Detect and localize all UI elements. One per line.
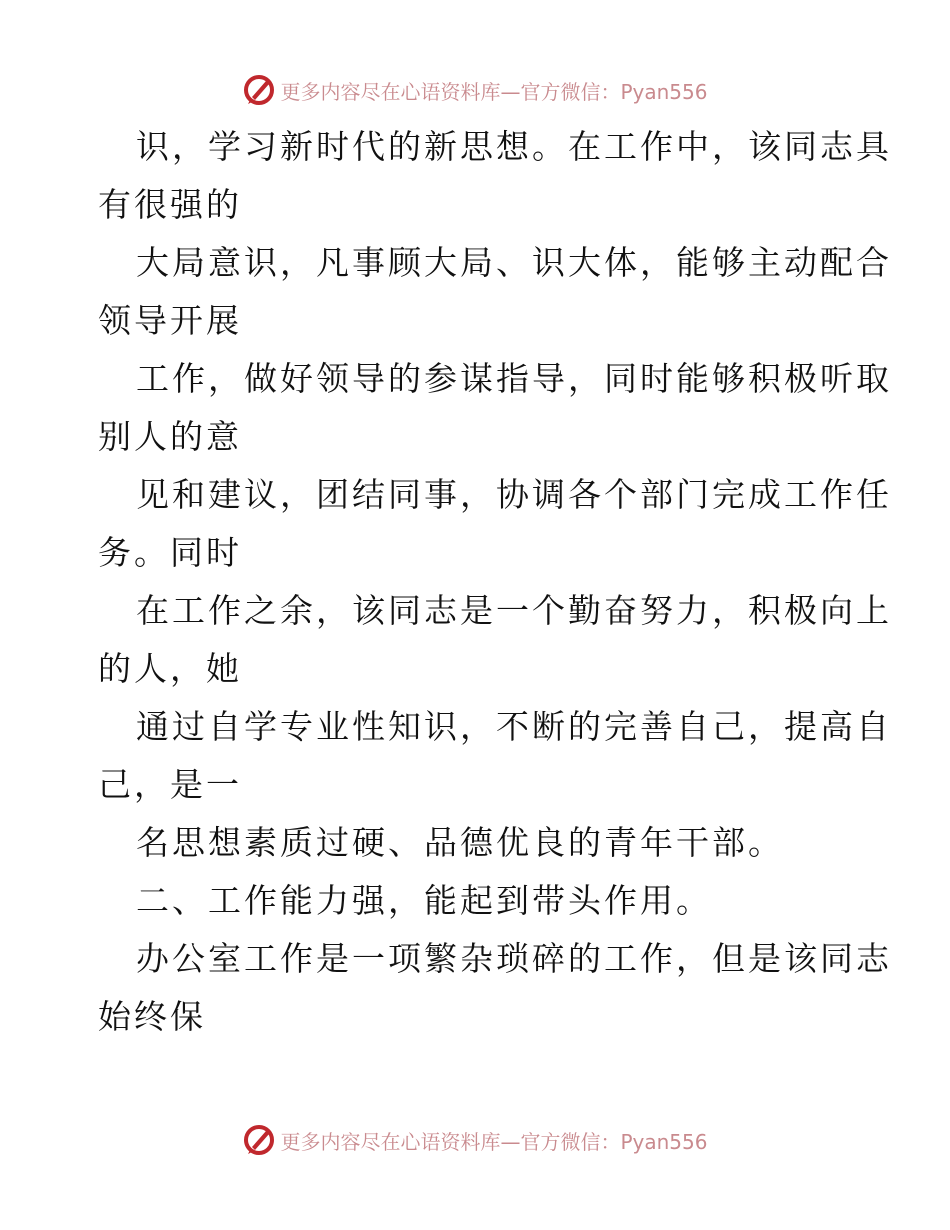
text-line: 名思想素质过硬、品德优良的青年干部。	[136, 823, 784, 862]
text-line: 别人的意	[98, 417, 242, 456]
text-line: 在工作之余，该同志是一个勤奋努力，积极向上	[136, 591, 892, 630]
header-banner	[0, 70, 950, 110]
text-line: 始终保	[98, 997, 206, 1036]
text-line: 办公室工作是一项繁杂琐碎的工作，但是该同志	[136, 939, 892, 978]
text-line: 见和建议，团结同事，协调各个部门完成工作任	[136, 475, 892, 514]
text-line: 己，是一	[98, 765, 242, 804]
header-banner-text: 更多内容尽在心语资料库—官方微信：Pyan556	[280, 79, 708, 104]
text-line: 务。同时	[98, 533, 242, 572]
footer-banner	[0, 1120, 950, 1160]
document-body	[98, 118, 892, 1046]
text-line: 通过自学专业性知识，不断的完善自己，提高自	[136, 707, 892, 746]
text-line: 有很强的	[98, 185, 242, 224]
section-heading: 二、工作能力强，能起到带头作用。	[136, 881, 712, 920]
footer-banner-text: 更多内容尽在心语资料库—官方微信：Pyan556	[280, 1129, 708, 1154]
text-line: 的人，她	[98, 649, 242, 688]
brand-logo-icon	[242, 73, 276, 107]
text-line: 领导开展	[98, 301, 242, 340]
text-line: 工作，做好领导的参谋指导，同时能够积极听取	[136, 359, 892, 398]
text-line: 识，学习新时代的新思想。在工作中，该同志具	[136, 127, 892, 166]
text-line: 大局意识，凡事顾大局、识大体，能够主动配合	[136, 243, 892, 282]
brand-logo-icon	[242, 1123, 276, 1157]
